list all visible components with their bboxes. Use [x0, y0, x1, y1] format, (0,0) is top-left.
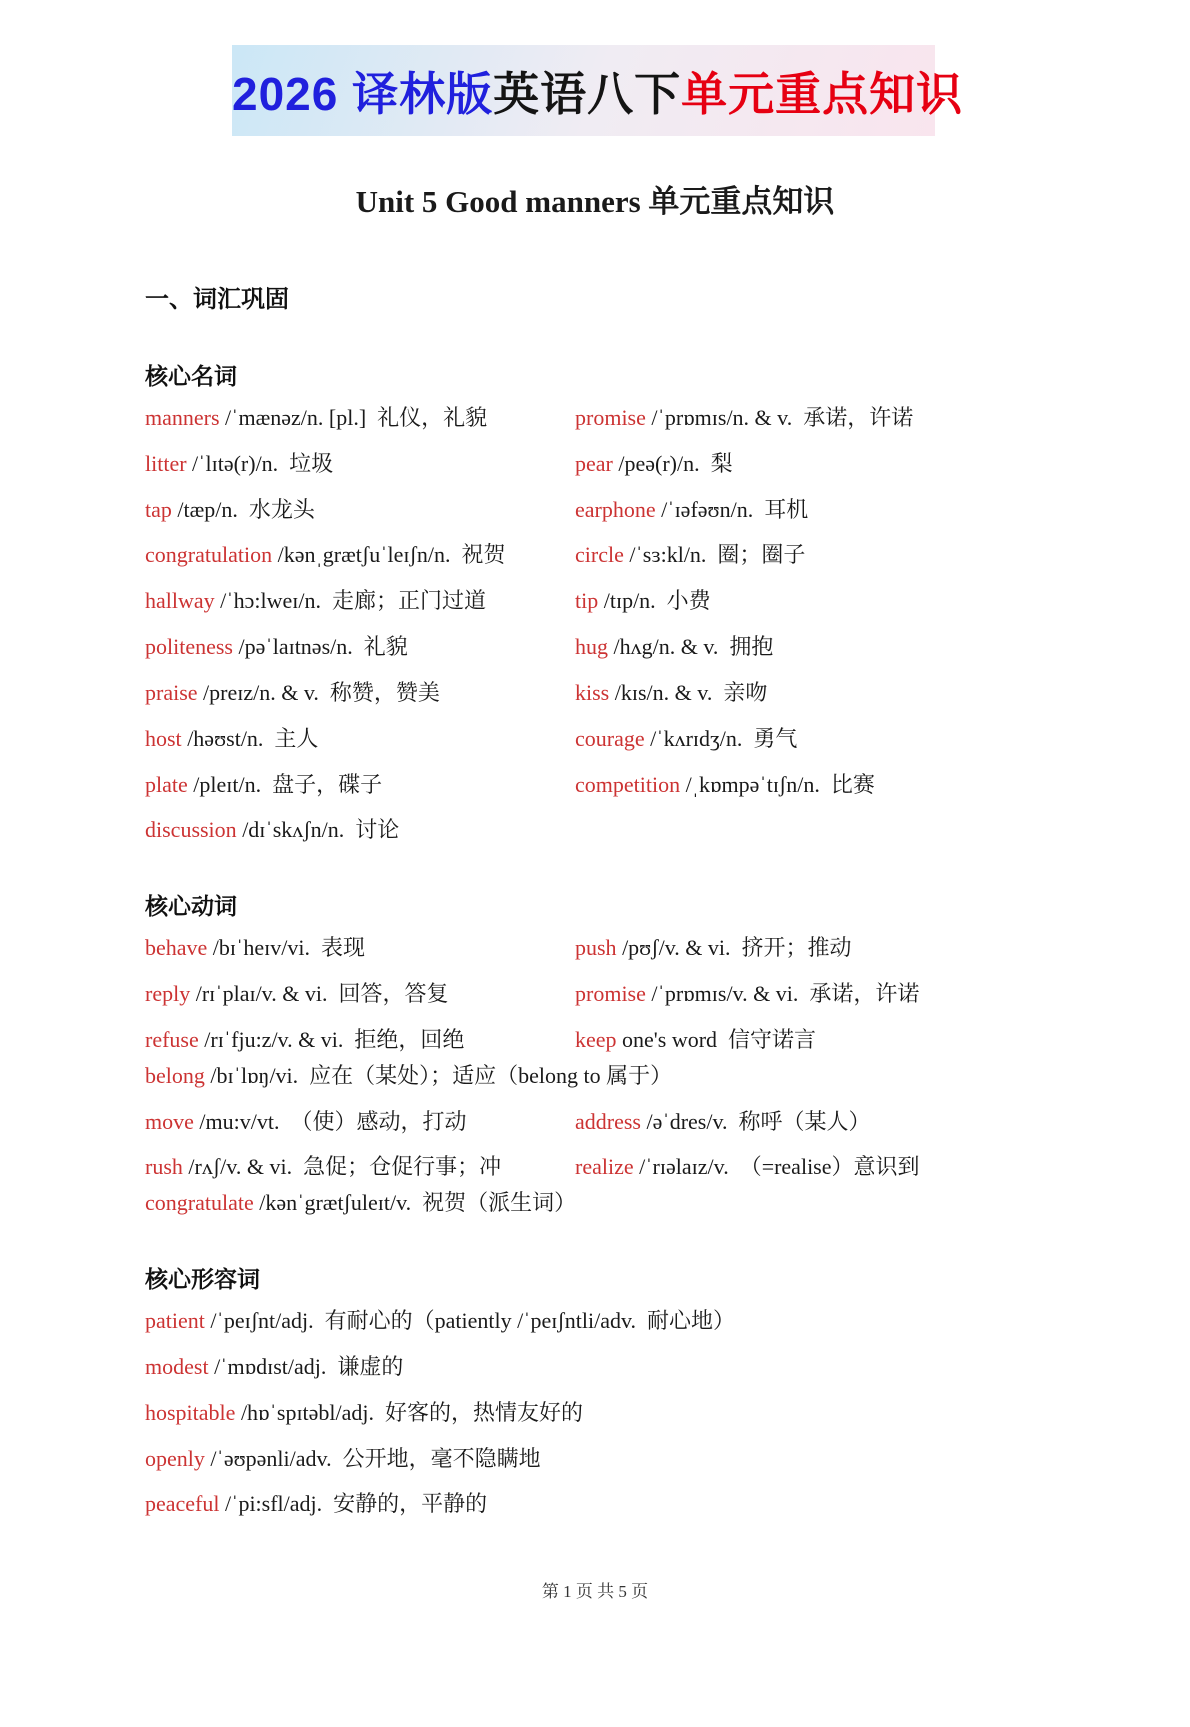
vocab-row — [145, 1154, 1045, 1181]
vocab-row — [145, 451, 1045, 478]
vocab-word: promise — [575, 981, 646, 1007]
vocab-entry — [575, 1109, 1045, 1136]
vocab-entry — [145, 817, 575, 844]
vocab-word: realize — [575, 1154, 634, 1180]
vocab-word: earphone — [575, 496, 656, 522]
vocab-word: hug — [575, 634, 608, 660]
vocab-detail: /ˈəʊpənli/adv. 公开地，毫不隐瞒地 — [204, 1445, 541, 1471]
vocab-entry — [575, 680, 1045, 707]
vocab-entry — [575, 542, 1045, 569]
banner-subject-grade: 英语八下 — [493, 68, 682, 120]
section-heading-vocabulary: 一、词汇巩固 — [145, 286, 289, 313]
vocab-detail: /hʌg/n. & v. 拥抱 — [608, 634, 774, 660]
vocab-entry — [575, 588, 1045, 615]
vocab-entry — [145, 1190, 1045, 1217]
vocab-entry — [145, 1027, 575, 1054]
vocab-row — [145, 1190, 1045, 1217]
vocab-detail: /kɪs/n. & v. 亲吻 — [609, 679, 768, 705]
vocab-detail: /rʌʃ/v. & vi. 急促；仓促行事；冲 — [182, 1154, 502, 1180]
vocab-entry — [575, 1154, 1045, 1181]
vocab-entry — [575, 772, 1045, 799]
vocab-word: pear — [575, 450, 613, 476]
vocab-detail: /ˈprɒmɪs/v. & vi. 承诺，许诺 — [645, 981, 920, 1007]
vocab-detail: /həʊst/n. 主人 — [181, 725, 319, 751]
vocab-row — [145, 1400, 1045, 1427]
vocab-detail: /ˈhɔ:lweɪ/n. 走廊；正门过道 — [214, 588, 486, 614]
vocab-entry — [145, 634, 575, 661]
vocab-word: manners — [145, 405, 220, 430]
vocab-entry — [145, 1154, 575, 1181]
vocab-entry — [575, 451, 1045, 478]
vocab-word: circle — [575, 542, 624, 568]
vocab-detail: /ˈmænəz/n. [pl.] 礼仪，礼貌 — [219, 405, 488, 430]
vocab-word: push — [575, 935, 617, 961]
vocab-detail: /ˈmɒdɪst/adj. 谦虚的 — [208, 1353, 404, 1379]
vocab-word: host — [145, 725, 182, 751]
vocab-word: refuse — [145, 1026, 199, 1052]
subsection-heading: 核心动词 — [145, 893, 237, 920]
vocab-word: hallway — [145, 588, 215, 614]
vocab-detail: /tæp/n. 水龙头 — [171, 496, 315, 522]
vocab-word: modest — [145, 1353, 209, 1379]
page-footer: 第 1 页 共 5 页 — [541, 1582, 649, 1601]
vocab-detail: /hɒˈspɪtəbl/adj. 好客的，热情友好的 — [235, 1399, 584, 1425]
vocab-detail: /pʊʃ/v. & vi. 挤开；推动 — [616, 935, 852, 961]
vocab-row — [145, 935, 1045, 962]
header-banner — [232, 45, 964, 136]
vocab-row — [145, 680, 1045, 707]
vocab-detail: /ˈlɪtə(r)/n. 垃圾 — [186, 450, 334, 476]
vocab-entry — [145, 1446, 1045, 1473]
vocab-word: tip — [575, 588, 599, 614]
vocab-detail: /rɪˈfju:z/v. & vi. 拒绝，回绝 — [198, 1026, 465, 1052]
vocab-row — [145, 981, 1045, 1008]
vocab-word: peaceful — [145, 1491, 220, 1517]
vocab-entry — [575, 634, 1045, 661]
vocab-entry — [575, 935, 1045, 962]
vocab-row — [145, 772, 1045, 799]
subsection-heading: 核心名词 — [145, 363, 237, 389]
document-page — [0, 45, 1190, 1727]
vocab-word: patient — [145, 1308, 205, 1334]
vocab-entry — [145, 588, 575, 615]
vocab-row — [145, 1446, 1045, 1473]
vocab-entry — [145, 1354, 1045, 1381]
vocab-entry — [145, 1109, 575, 1136]
vocab-detail: /peə(r)/n. 梨 — [612, 450, 733, 476]
vocab-detail: one's word 信守诺言 — [616, 1026, 817, 1052]
vocab-row — [145, 405, 1045, 432]
vocab-entry — [575, 497, 1045, 524]
vocab-word: courage — [575, 725, 645, 751]
vocab-word: address — [575, 1108, 641, 1134]
vocab-entry — [145, 405, 575, 432]
vocab-detail: /ˈpi:sfl/adj. 安静的，平静的 — [219, 1491, 488, 1517]
vocab-row — [145, 542, 1045, 569]
subsection-heading: 核心形容词 — [145, 1266, 260, 1293]
vocab-entry — [145, 1063, 1045, 1090]
vocab-detail: /əˈdres/v. 称呼（某人） — [640, 1108, 871, 1134]
vocab-word: openly — [145, 1445, 205, 1471]
vocab-detail: /kənˈgrætʃuleɪt/v. 祝贺（派生词） — [253, 1190, 577, 1216]
vocab-entry — [145, 1400, 1045, 1427]
vocab-detail: /pleɪt/n. 盘子，碟子 — [187, 771, 383, 797]
vocab-word: hospitable — [145, 1399, 236, 1425]
vocab-entry — [145, 772, 575, 799]
vocab-word: kiss — [575, 679, 610, 705]
vocab-detail: /dɪˈskʌʃn/n. 讨论 — [236, 817, 400, 843]
vocab-entry — [145, 726, 575, 753]
vocab-word: discussion — [145, 817, 237, 843]
vocab-detail: /mu:v/vt. （使）感动，打动 — [193, 1108, 467, 1134]
vocab-word: congratulate — [145, 1190, 254, 1216]
vocab-entry — [575, 405, 1045, 432]
vocab-entry — [145, 935, 575, 962]
vocab-word: rush — [145, 1154, 183, 1180]
vocab-word: behave — [145, 935, 208, 961]
vocab-entry — [575, 981, 1045, 1008]
vocab-word: congratulation — [145, 542, 273, 568]
vocab-entry — [575, 726, 1045, 753]
vocab-row — [145, 588, 1045, 615]
vocab-row — [145, 1491, 1045, 1518]
vocab-entry — [145, 542, 575, 569]
vocab-detail: /pəˈlaɪtnəs/n. 礼貌 — [233, 634, 408, 660]
page-title: Unit 5 Good manners 单元重点知识 — [355, 184, 835, 219]
vocab-word: tap — [145, 496, 172, 522]
vocab-detail: /ˈɪəfəʊn/n. 耳机 — [655, 496, 809, 522]
vocab-entry — [145, 1491, 1045, 1518]
vocab-detail: /ˈpeɪʃnt/adj. 有耐心的（patiently /ˈpeɪʃntli/adv. 耐心地） — [204, 1308, 736, 1334]
vocab-row — [145, 497, 1045, 524]
vocab-row — [145, 817, 1045, 844]
vocab-row — [145, 1063, 1045, 1090]
vocab-row — [145, 726, 1045, 753]
vocab-word: competition — [575, 771, 681, 797]
vocab-entry — [145, 497, 575, 524]
vocab-word: plate — [145, 771, 188, 797]
vocab-detail: /kənˌgrætʃuˈleɪʃn/n. 祝贺 — [272, 542, 506, 568]
vocab-word: move — [145, 1108, 194, 1134]
vocab-detail: /ˈprɒmɪs/n. & v. 承诺，许诺 — [645, 405, 914, 430]
vocab-detail: /bɪˈlɒŋ/vi. 应在（某处）；适应（belong to 属于） — [204, 1062, 673, 1088]
vocab-entry — [575, 817, 1045, 844]
vocab-detail: /ˈsɜ:kl/n. 圈；圈子 — [623, 542, 806, 568]
vocab-row — [145, 1109, 1045, 1136]
vocab-detail: /ˌkɒmpəˈtɪʃn/n. 比赛 — [680, 771, 875, 797]
vocab-word: reply — [145, 981, 191, 1007]
vocab-row — [145, 634, 1045, 661]
vocab-word: politeness — [145, 634, 233, 660]
vocab-detail: /ˈrɪəlaɪz/v. （=realise）意识到 — [633, 1154, 920, 1180]
document-content — [0, 279, 1190, 1518]
vocab-subsections — [145, 358, 1045, 1518]
vocab-detail: /bɪˈheɪv/vi. 表现 — [207, 935, 365, 961]
vocab-row — [145, 1308, 1045, 1335]
vocab-entry — [145, 1308, 1045, 1335]
banner-highlight-text: 单元重点知识 — [681, 68, 964, 120]
vocab-entry — [575, 1027, 1045, 1054]
vocab-row — [145, 1027, 1045, 1054]
vocab-word: belong — [145, 1062, 205, 1088]
vocab-detail: /rɪˈplaɪ/v. & vi. 回答，答复 — [190, 981, 449, 1007]
vocab-detail: /preɪz/n. & v. 称赞，赞美 — [197, 679, 440, 705]
vocab-word: promise — [575, 405, 646, 430]
vocab-word: litter — [145, 450, 187, 476]
vocab-word: praise — [145, 679, 198, 705]
vocab-detail: /ˈkʌrɪdʒ/n. 勇气 — [644, 725, 798, 751]
vocab-row — [145, 1354, 1045, 1381]
vocab-entry — [145, 680, 575, 707]
banner-year-edition: 2026 译林版 — [232, 68, 494, 120]
vocab-word: keep — [575, 1026, 617, 1052]
vocab-entry — [145, 451, 575, 478]
vocab-detail: /tɪp/n. 小费 — [598, 588, 711, 614]
vocab-entry — [145, 981, 575, 1008]
